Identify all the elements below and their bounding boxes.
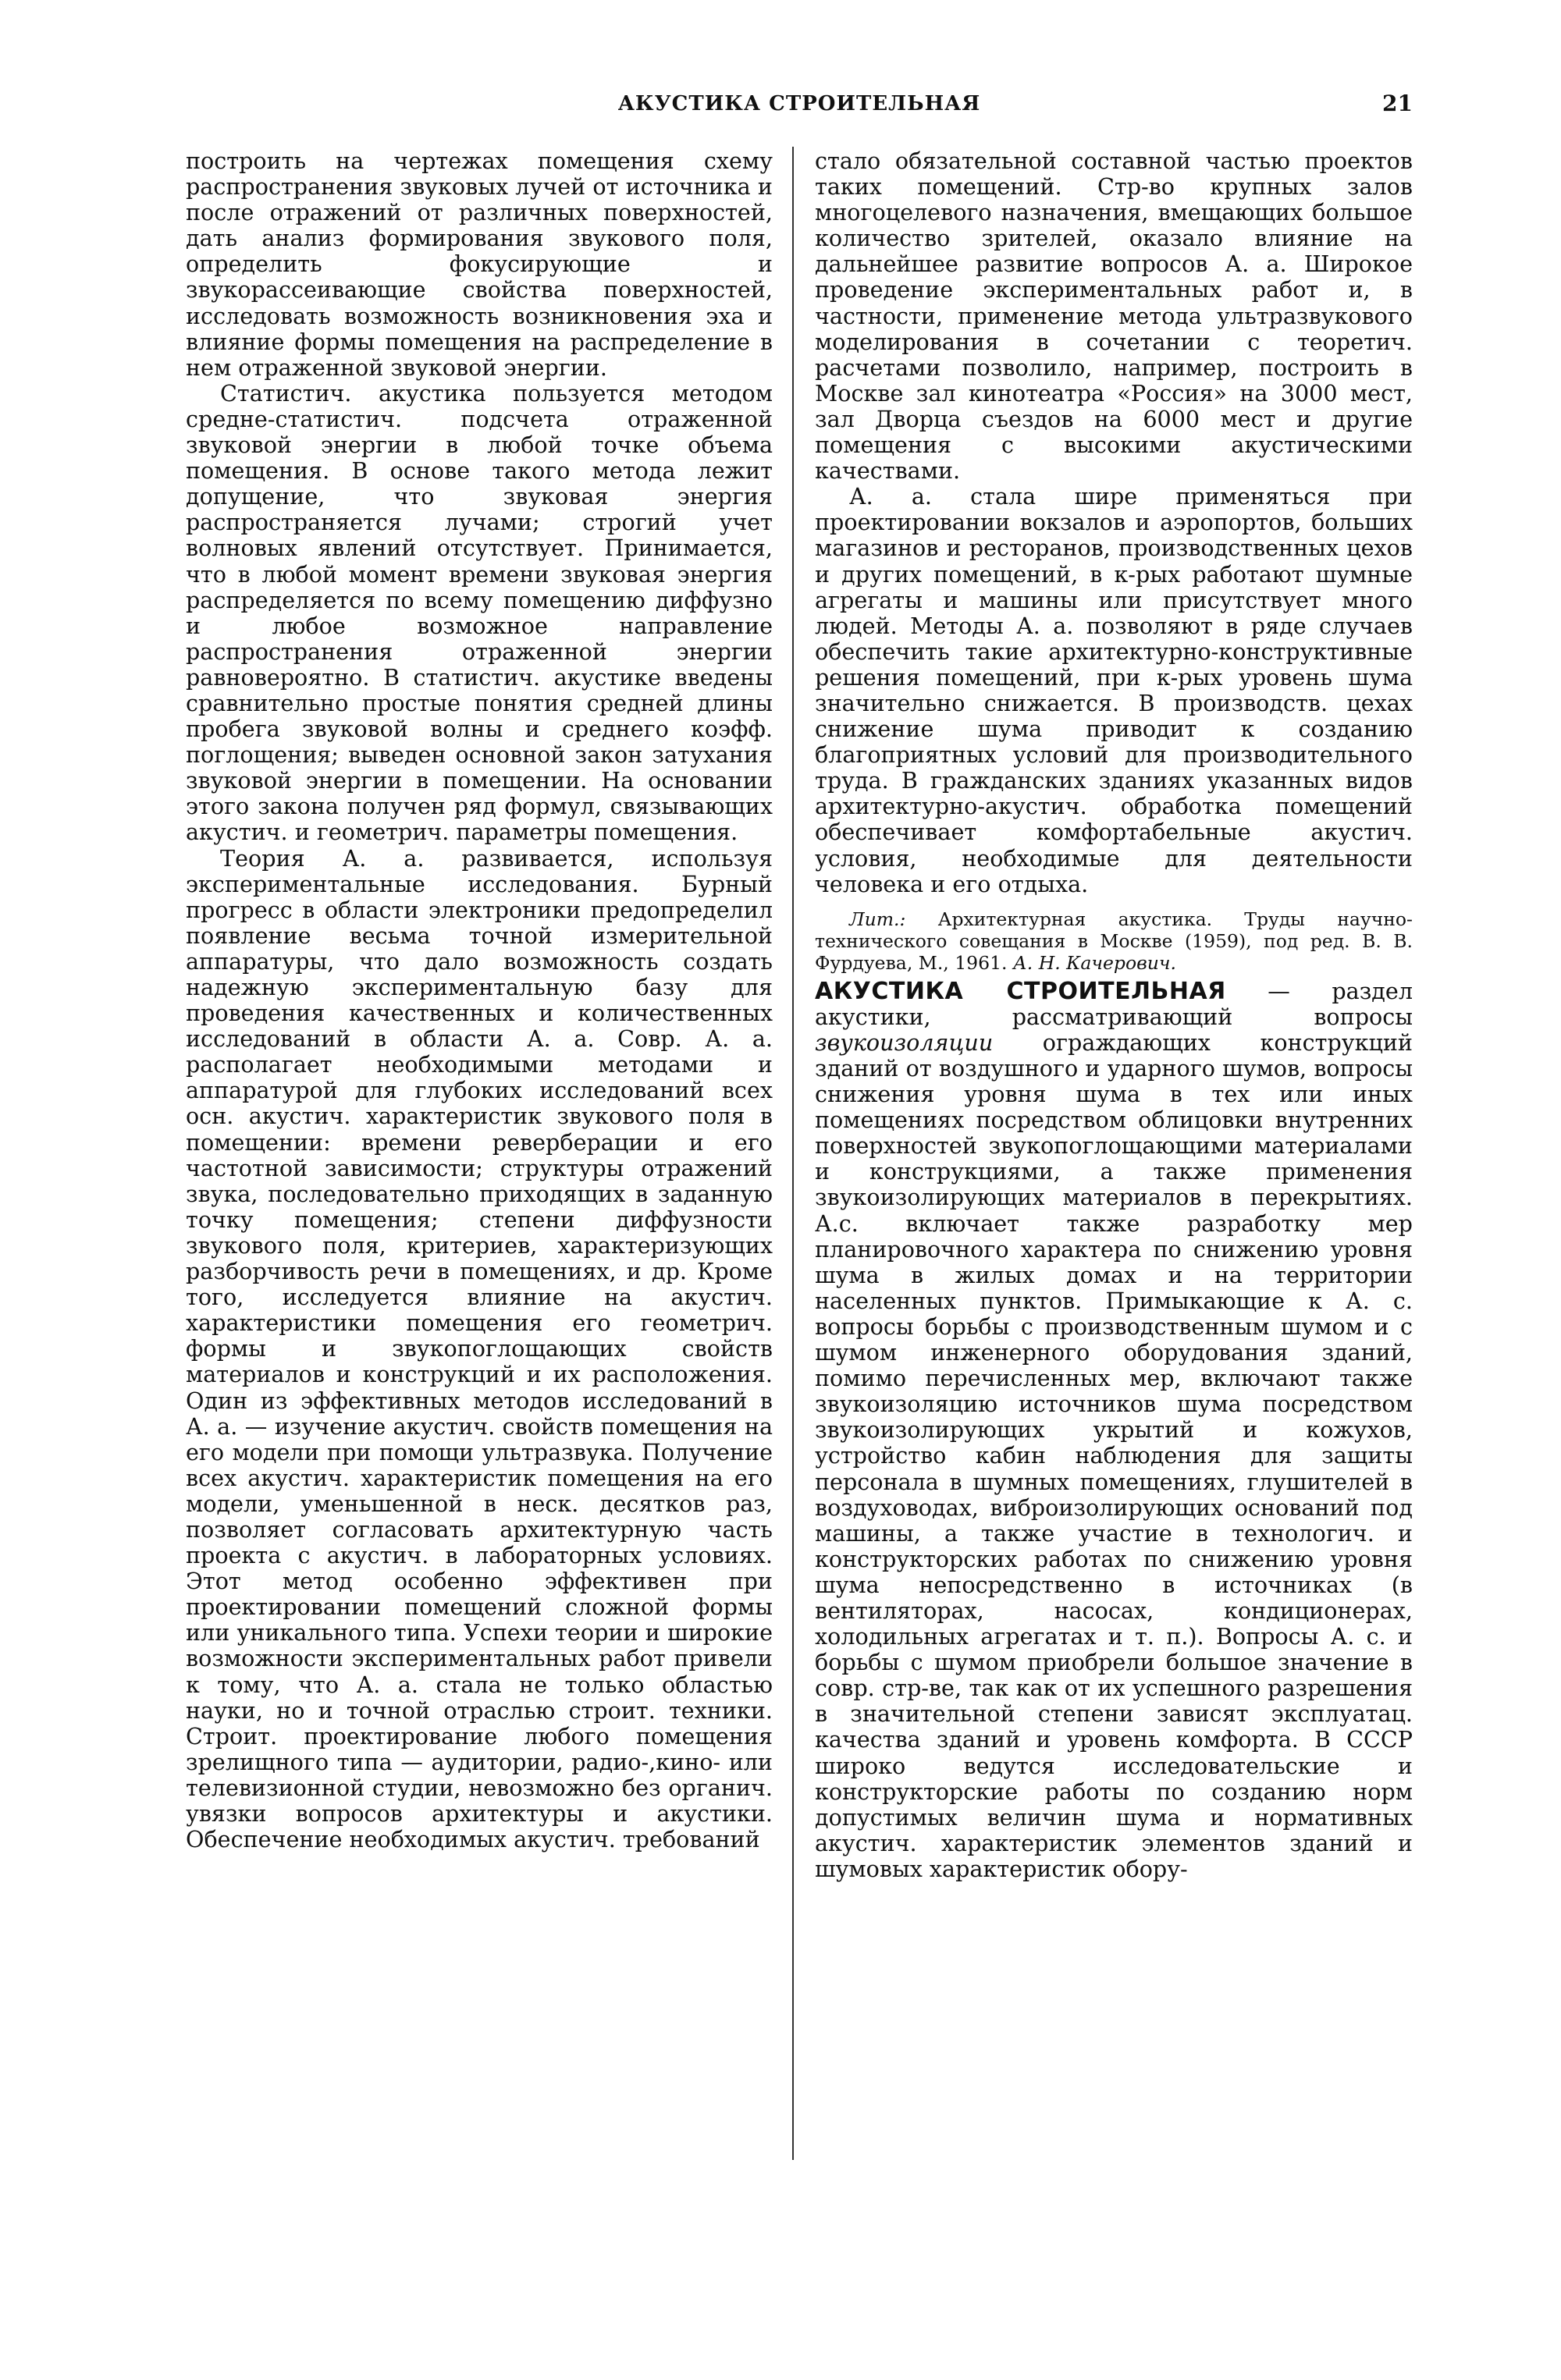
literature-reference: [815, 908, 1413, 974]
right-paragraph-2: А. а. стала шире применяться при проектировании вокзалов и аэропортов, больших магазинов и ресторанов, производственных цехов и других помещений, в к-рых работают шумные агрегаты и машины или присутствует много людей. Методы А. а. позволяют в ряде случаев обеспечить такие архитектурно-конструктивные решения помещений, при к-рых уровень шума значительно снижается. В производств. цехах снижение шума приводит к созданию благоприятных условий для производительного труда. В гражданских зданиях указанных видов архитектурно-акустич. обработка помещений обеспечивает комфортабельные акустич. условия, необходимые для деятельности человека и его отдыха.: [815, 483, 1413, 897]
left-paragraph-2: Статистич. акустика пользуется методом средне-статистич. подсчета отраженной звуковой энергии в любой точке объема помещения. В основе такого метода лежит допущение, что звуковая энергия распространяется лучами; строгий учет волновых явлений отсутствует. Принимается, что в любой момент времени звуковая энергия распределяется по всему помещению диффузно и любое возможное направление распространения отраженной энергии равновероятно. В статистич. акустике введены сравнительно простые понятия средней длины пробега звуковой волны и среднего коэфф. поглощения; выведен основной закон затухания звуковой энергии в помещении. На основании этого закона получен ряд формул, связывающих акустич. и геометрич. параметры помещения.: [186, 379, 773, 846]
entry-text-1: — раздел акустики, рассматривающий вопросы: [815, 977, 1413, 1030]
literature-author: А. Н. Качерович.: [1013, 951, 1176, 974]
dictionary-entry: [815, 979, 1413, 1882]
literature-label: Лит.:: [849, 908, 906, 930]
entry-headword: АКУСТИКА СТРОИТЕЛЬНАЯ: [815, 977, 1226, 1005]
left-column: [186, 148, 773, 1852]
right-paragraph-1: стало обязательной составной частью проектов таких помещений. Стр-во крупных залов многоцелевого назначения, вмещающих большое количество зрителей, оказало влияние на дальнейшее развитие вопросов А. а. Широкое проведение экспериментальных работ и, в частности, применение метода ультразвукового моделирования в сочетании с теоретич. расчетами позволило, например, построить в Москве зал кинотеатра «Россия» на 3000 мест, зал Дворца съездов на 6000 мест и другие помещения с высокими акустическими качествами.: [815, 147, 1413, 485]
entry-italic-term: звукоизоляции: [815, 1028, 994, 1056]
right-column: [815, 148, 1413, 1882]
column-divider: [792, 147, 794, 2160]
left-paragraph-1: построить на чертежах помещения схему распространения звуковых лучей от источника и после отражений от различных поверхностей, дать анализ формирования звукового поля, определить фокусирующие и звукорассеивающие свойства поверхностей, исследовать возможность возникновения эха и влияние формы помещения на распределение в нем отраженной звуковой энергии.: [186, 147, 773, 381]
page-number: 21: [1382, 91, 1413, 116]
running-title: АКУСТИКА СТРОИТЕЛЬНАЯ: [617, 92, 981, 115]
page-header: [186, 92, 1413, 123]
left-paragraph-3: Теория А. а. развивается, используя экспериментальные исследования. Бурный прогресс в области электроники предопределил появление весьма точной измерительной аппаратуры, что дало возможность создать надежную экспериментальную базу для проведения качественных и количественных исследований в области А. а. Совр. А. а. располагает необходимыми методами и аппаратурой для глубоких исследований всех осн. акустич. характеристик звукового поля в помещении: времени реверберации и его частотной зависимости; структуры отражений звука, последовательно приходящих в заданную точку помещения; степени диффузности звукового поля, критериев, характеризующих разборчивость речи в помещениях, и др. Кроме того, исследуется влияние на акустич. характеристики помещения его геометрич. формы и звукопоглощающих свойств материалов и конструкций и их расположения. Один из эффективных методов исследований в А. а. — изучение акустич. свойств помещения на его модели при помощи ультразвука. Получение всех акустич. характеристик помещения на его модели, уменьшенной в неск. десятков раз, позволяет согласовать архитектурную часть проекта с акустич. в лабораторных условиях. Этот метод особенно эффективен при проектировании помещений сложной формы или уникального типа. Успехи теории и широкие возможности экспериментальных работ привели к тому, что А. а. стала не только областью науки, но и точной отраслью строит. техники. Строит. проектирование любого помещения зрелищного типа — аудитории, радио-,кино- или телевизионной студии, невозможно без органич. увязки вопросов архитектуры и акустики. Обеспечение необходимых акустич. требований: [186, 844, 773, 1853]
literature-text: Архитектурная акустика. Труды научно-технического совещания в Москве (1959), под ред. В. В. Фурдуева, М., 1961.: [815, 908, 1413, 974]
entry-text-2: ограждающих конструкций зданий от воздушного и ударного шумов, вопросы снижения уровня шума в тех или иных помещениях посредством облицовки внутренних поверхностей звукопоглощающими материалами и конструкциями, а также применения звукоизолирующих материалов в перекрытиях. А.с. включает также разработку мер планировочного характера по снижению уровня шума в жилых домах и на территории населенных пунктов. Примыкающие к А. с. вопросы борьбы с производственным шумом и с шумом инженерного оборудования зданий, помимо перечисленных мер, включают также звукоизоляцию источников шума посредством звукоизолирующих укрытий и кожухов, устройство кабин наблюдения для защиты персонала в шумных помещениях, глушителей в воздуховодах, виброизолирующих оснований под машины, а также участие в технологич. и конструкторских работах по снижению уровня шума непосредственно в источниках (в вентиляторах, насосах, кондиционерах, холодильных агрегатах и т. п.). Вопросы А. с. и борьбы с шумом приобрели большое значение в совр. стр-ве, так как от их успешного разрешения в значительной степени зависят эксплуатац. качества зданий и уровень комфорта. В СССР широко ведутся исследовательские и конструкторские работы по созданию норм допустимых величин шума и нормативных акустич. характеристик элементов зданий и шумовых характеристик обору-: [815, 1028, 1413, 1882]
